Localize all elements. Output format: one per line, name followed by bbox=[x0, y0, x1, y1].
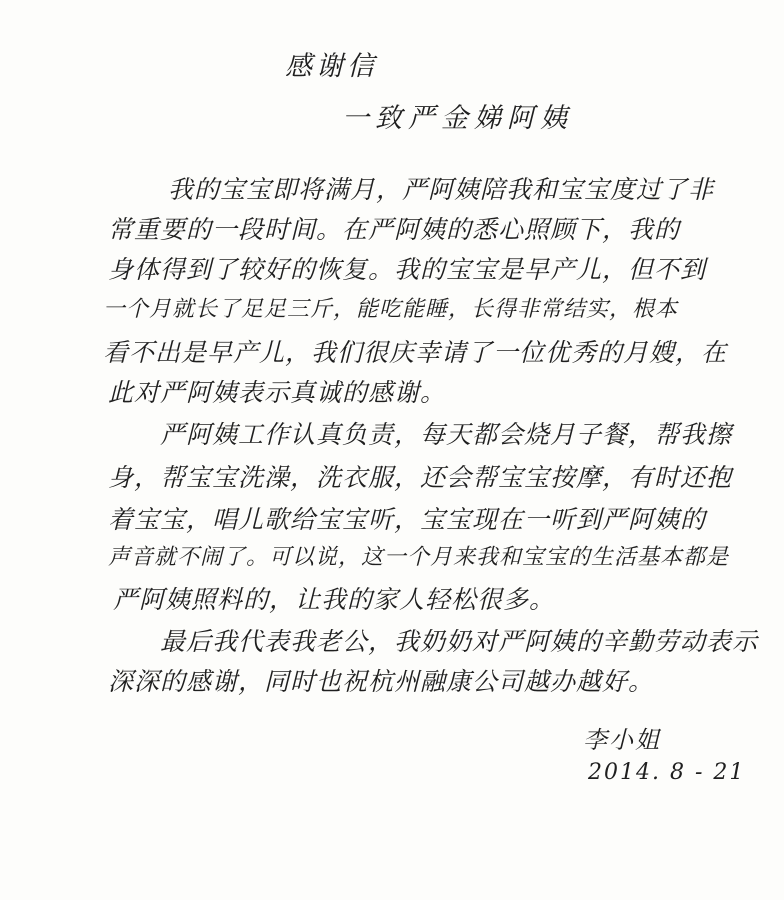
signature: 李小姐 bbox=[583, 726, 661, 754]
letter-line: 着宝宝，唱儿歌给宝宝听，宝宝现在一听到严阿姨的 bbox=[108, 505, 707, 534]
letter-line: 常重要的一段时间。在严阿姨的悉心照顾下，我的 bbox=[108, 215, 681, 244]
letter-line: 此对严阿姨表示真诚的感谢。 bbox=[108, 378, 447, 407]
letter-line: 看不出是早产儿，我们很庆幸请了一位优秀的月嫂，在 bbox=[103, 338, 728, 367]
letter-line: 严阿姨照料的，让我的家人轻松很多。 bbox=[113, 585, 556, 614]
letter-line: 身，帮宝宝洗澡，洗衣服，还会帮宝宝按摩，有时还抱 bbox=[108, 463, 733, 492]
letter-date: 2014. 8 - 21 bbox=[588, 760, 746, 785]
letter-line: 深深的感谢，同时也祝杭州融康公司越办越好。 bbox=[108, 667, 655, 696]
letter-line: 声音就不闹了。可以说，这一个月来我和宝宝的生活基本都是 bbox=[108, 545, 730, 570]
letter-line: 最后我代表我老公，我奶奶对严阿姨的辛勤劳动表示 bbox=[160, 627, 759, 656]
letter-recipient: 一致严金娣阿姨 bbox=[342, 103, 573, 134]
letter-line: 一个月就长了足足三斤，能吃能睡，长得非常结实，根本 bbox=[103, 297, 679, 322]
letter-title: 感谢信 bbox=[285, 51, 378, 82]
letter-line: 严阿姨工作认真负责，每天都会烧月子餐，帮我擦 bbox=[160, 420, 733, 449]
letter-line: 身体得到了较好的恢复。我的宝宝是早产儿，但不到 bbox=[108, 255, 707, 284]
letter-line: 我的宝宝即将满月，严阿姨陪我和宝宝度过了非 bbox=[168, 175, 715, 204]
